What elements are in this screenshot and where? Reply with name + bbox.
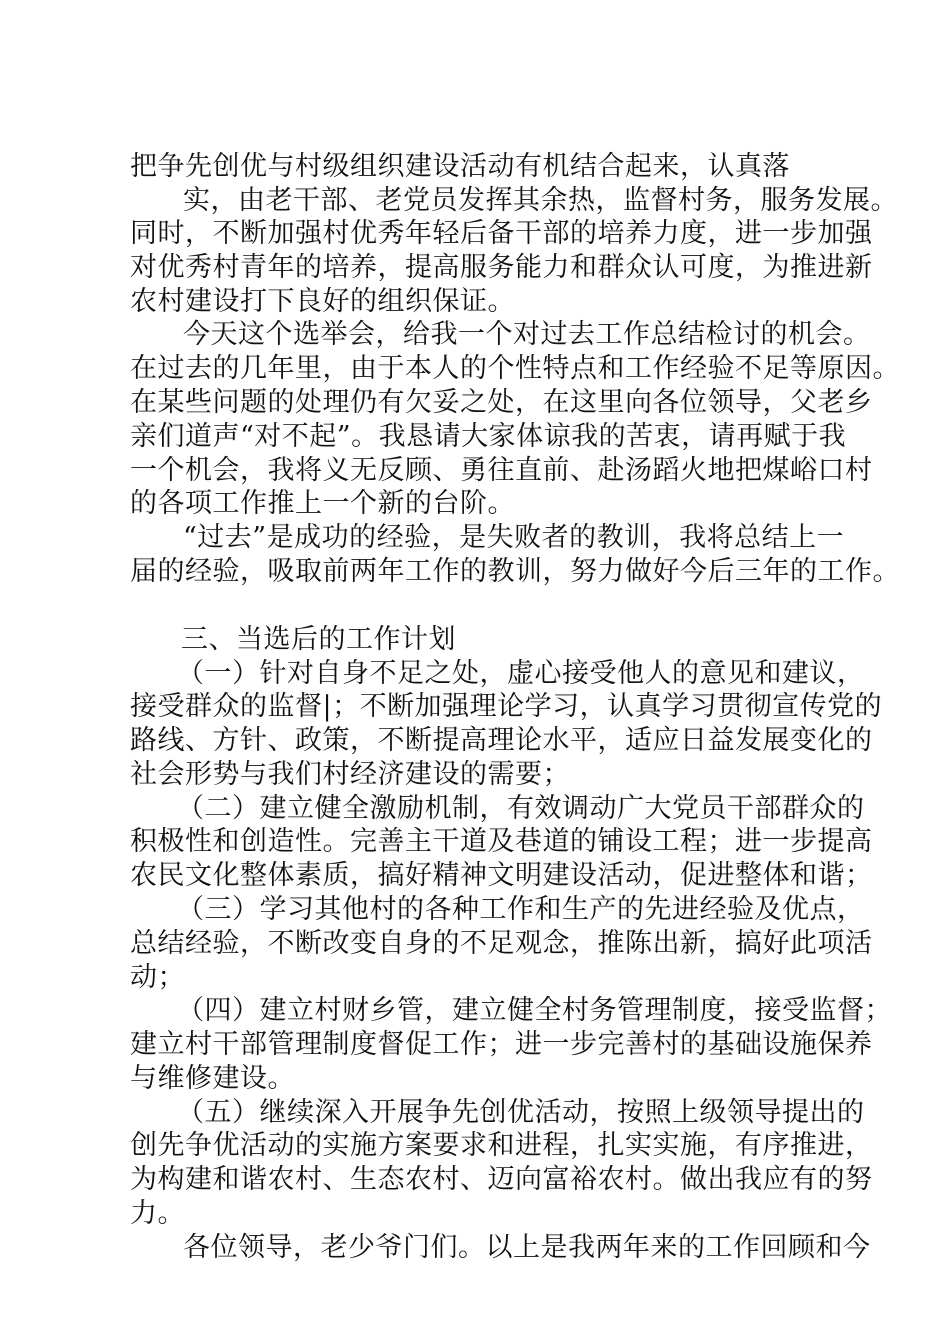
- text-line: 届的经验，吸取前两年工作的教训，努力做好今后三年的工作。: [130, 556, 900, 587]
- text-line: （二）建立健全激励机制，有效调动广大党员干部群众的: [177, 793, 865, 824]
- text-line: 积极性和创造性。完善主干道及巷道的铺设工程；进一步提高: [130, 826, 873, 857]
- text-line: 在过去的几年里，由于本人的个性特点和工作经验不足等原因。: [130, 353, 900, 384]
- text-line: 农民文化整体素质，搞好精神文明建设活动，促进整体和谐；: [130, 860, 873, 891]
- section-heading: 三、当选后的工作计划: [181, 624, 456, 655]
- text-line: （四）建立村财乡管，建立健全村务管理制度，接受监督；: [177, 995, 892, 1026]
- text-line: （一）针对自身不足之处，虚心接受他人的意见和建议，: [177, 658, 865, 689]
- text-line: 的各项工作推上一个新的台阶。: [130, 488, 515, 519]
- text-line: 路线、方针、政策，不断提高理论水平，适应日益发展变化的: [130, 725, 873, 756]
- text-line: 实，由老干部、老党员发挥其余热，监督村务，服务发展。: [183, 185, 898, 216]
- text-line: 建立村干部管理制度督促工作；进一步完善村的基础设施保养: [130, 1029, 873, 1060]
- text-line: 力。: [130, 1198, 185, 1229]
- text-line: 农村建设打下良好的组织保证。: [130, 286, 515, 317]
- text-line: （五）继续深入开展争先创优活动，按照上级领导提出的: [177, 1097, 865, 1128]
- text-line: （三）学习其他村的各种工作和生产的先进经验及优点，: [177, 894, 865, 925]
- text-line: 一个机会，我将义无反顾、勇往直前、赴汤蹈火地把煤峪口村: [130, 455, 873, 486]
- text-line: “过去”是成功的经验，是失败者的教训，我将总结上一: [183, 522, 845, 553]
- text-line: 同时，不断加强村优秀年轻后备干部的培养力度，进一步加强: [130, 218, 873, 249]
- text-line: 亲们道声“对不起”。我恳请大家体谅我的苦衷，请再赋于我: [130, 421, 847, 452]
- text-line: 为构建和谐农村、生态农村、迈向富裕农村。做出我应有的努: [130, 1164, 873, 1195]
- text-line: 接受群众的监督|；不断加强理论学习，认真学习贯彻宣传党的: [130, 691, 883, 722]
- text-line: 把争先创优与村级组织建设活动有机结合起来，认真落: [130, 151, 790, 182]
- text-line: 创先争优活动的实施方案要求和进程，扎实实施，有序推进，: [130, 1130, 873, 1161]
- text-line: 与维修建设。: [130, 1063, 295, 1094]
- text-line: 各位领导，老少爷门们。以上是我两年来的工作回顾和今: [183, 1232, 871, 1263]
- text-line: 社会形势与我们村经济建设的需要；: [130, 759, 570, 790]
- text-line: 今天这个选举会，给我一个对过去工作总结检讨的机会。: [183, 319, 871, 350]
- text-line: 在某些问题的处理仍有欠妥之处，在这里向各位领导，父老乡: [130, 387, 873, 418]
- text-line: 对优秀村青年的培养，提高服务能力和群众认可度，为推进新: [130, 252, 873, 283]
- text-line: 总结经验，不断改变自身的不足观念，推陈出新，搞好此项活: [130, 928, 873, 959]
- text-line: 动；: [130, 962, 185, 993]
